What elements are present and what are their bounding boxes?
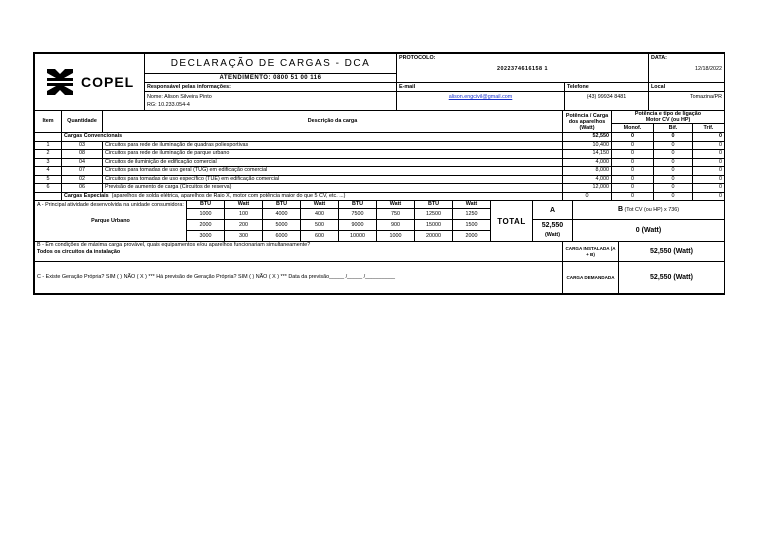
watt-value: 1250 [453, 209, 491, 220]
conventional-total: 52,550 [563, 133, 612, 142]
protocol-cell [397, 54, 649, 83]
row-trif: 0 [693, 175, 725, 184]
row-trif: 0 [693, 141, 725, 150]
installed-load-label: CARGA INSTALADA (A + B) [563, 242, 619, 262]
watt-header: Watt [453, 201, 491, 209]
row-item: 1 [35, 141, 62, 150]
watt-value: 400 [301, 209, 339, 220]
row-bif: 0 [654, 150, 693, 159]
generation-question: C - Existe Geração Própria? SIM ( ) NÃO ( X ) *** Há previsão de Geração Própria? SIM ( ) NÃO ( X ) *** Data da previsão_____ /_____ /__________ [35, 262, 563, 294]
demanded-load-value: 52,550 (Watt) [619, 262, 725, 294]
protocol-value: 2022374616158 1 [497, 66, 548, 72]
demanded-load-label: CARGA DEMANDADA [563, 262, 619, 294]
watt-value: 900 [377, 220, 415, 231]
watt-value: 200 [225, 220, 263, 231]
responsible-label: Responsável pelas informações: [145, 83, 397, 92]
row-quantity: 08 [62, 150, 103, 159]
b-formula: (Tot CV (ou HP) x 736) [624, 207, 680, 213]
row-item: 4 [35, 167, 62, 176]
b-cell [573, 201, 725, 220]
responsible-name: Nome: Alison Silveira Pinto [147, 94, 212, 100]
responsible-cell [145, 92, 397, 111]
row-trif: 0 [693, 184, 725, 193]
row-description: Circuitos para tomadas de uso geral (TUG) em edificação comercial [103, 167, 563, 176]
row-power: 8,000 [563, 167, 612, 176]
row-monof: 0 [612, 184, 654, 193]
row-power: 4,000 [563, 158, 612, 167]
btu-value: 12500 [415, 209, 453, 220]
a-value-cell [533, 220, 573, 242]
btu-value: 1000 [187, 209, 225, 220]
row-item: 2 [35, 150, 62, 159]
row-trif: 0 [693, 158, 725, 167]
btu-value: 15000 [415, 220, 453, 231]
btu-value: 5000 [263, 220, 301, 231]
local-value: Tomazina/PR [649, 92, 725, 111]
row-quantity: 02 [62, 175, 103, 184]
watt-value: 500 [301, 220, 339, 231]
section-b-c [34, 241, 725, 294]
row-power: 4,000 [563, 175, 612, 184]
col-description: Descrição da carga [103, 111, 563, 133]
col-item: Item [35, 111, 62, 133]
row-bif: 0 [654, 175, 693, 184]
phone-value: (43) 99934 8481 [565, 92, 649, 111]
activity-cell [35, 201, 187, 242]
row-bif: 0 [654, 141, 693, 150]
email-link[interactable]: alison.engcivil@gmail.com [448, 94, 513, 100]
row-bif: 0 [654, 167, 693, 176]
b-value: 0 (Watt) [573, 220, 725, 242]
row-power: 12,000 [563, 184, 612, 193]
col-motor-label: Motor CV (ou HP) [645, 117, 691, 123]
btu-value: 9000 [339, 220, 377, 231]
simultaneous-answer: Todos os circuitos da instalação [37, 249, 121, 255]
table-row [35, 158, 725, 167]
row-description: Circuitos para rede de iluminação de quadras poliesportivas [103, 141, 563, 150]
installed-load-value: 52,550 (Watt) [619, 242, 725, 262]
conventional-bif: 0 [654, 133, 693, 142]
watt-value: 750 [377, 209, 415, 220]
row-description: Circuitos para tomadas de uso específico (TUE) em edificação comercial [103, 175, 563, 184]
watt-header: Watt [225, 201, 263, 209]
row-item: 3 [35, 158, 62, 167]
form-title: DECLARAÇÃO DE CARGAS - DCA [145, 54, 397, 74]
total-label: TOTAL [491, 201, 533, 242]
special-bif: 0 [654, 192, 693, 201]
col-power: Potência / Carga dos aparelhos (Watt) [563, 111, 612, 133]
btu-header: BTU [415, 201, 453, 209]
btu-value: 6000 [263, 231, 301, 242]
date-value: 12/18/2022 [695, 66, 723, 72]
phone-label: Telefone [565, 83, 649, 92]
row-monof: 0 [612, 158, 654, 167]
load-declaration-form [33, 52, 725, 295]
row-item: 6 [35, 184, 62, 193]
row-description: Circuitos de iluminição de edificação comercial [103, 158, 563, 167]
btu-value: 2000 [187, 220, 225, 231]
watt-value: 1000 [377, 231, 415, 242]
company-name: COPEL [81, 73, 135, 90]
special-label: Cargas Especiais [64, 192, 109, 199]
btu-header: BTU [263, 201, 301, 209]
row-description: Previsão de aumento de carga (Circuitos de reserva) [103, 184, 563, 193]
b-label: B [617, 206, 624, 213]
col-bif: Bif. [654, 124, 693, 133]
table-row [35, 184, 725, 193]
special-monof: 0 [612, 192, 654, 201]
a-value: 52,550 [541, 222, 564, 229]
row-quantity: 03 [62, 141, 103, 150]
table-row [35, 150, 725, 159]
watt-value: 1500 [453, 220, 491, 231]
watt-value: 100 [225, 209, 263, 220]
row-power: 10,400 [563, 141, 612, 150]
btu-value: 7500 [339, 209, 377, 220]
activity-question: A - Principal atividade desenvolvida na unidade consumidora: [37, 202, 184, 208]
table-row [35, 175, 725, 184]
service-phone: ATENDIMENTO: 0800 51 00 116 [145, 74, 397, 83]
simultaneous-cell [35, 242, 563, 262]
simultaneous-question: B - Em condições de máxima carga provável, quais equipamentos e/ou aparelhos funcionariam simultaneamente? [37, 242, 311, 248]
watt-value: 600 [301, 231, 339, 242]
conventional-label: Cargas Convencionais [62, 133, 563, 142]
row-monof: 0 [612, 175, 654, 184]
load-table [34, 110, 725, 201]
special-description: (aparelhos de solda elétrica, aparelhos de Raio X, motor com potência maior do que 5 CV, etc. ...) [111, 192, 346, 199]
row-item: 5 [35, 175, 62, 184]
table-row [35, 167, 725, 176]
btu-value: 20000 [415, 231, 453, 242]
row-trif: 0 [693, 150, 725, 159]
row-quantity: 06 [62, 184, 103, 193]
row-monof: 0 [612, 167, 654, 176]
conventional-monof: 0 [612, 133, 654, 142]
a-unit: (Watt) [544, 232, 561, 238]
col-connection [612, 111, 725, 124]
watt-value: 2000 [453, 231, 491, 242]
col-quantity: Quantidade [62, 111, 103, 133]
responsible-rg: RG: 10.233.054-4 [147, 102, 190, 108]
row-monof: 0 [612, 141, 654, 150]
col-monof: Monof. [612, 124, 654, 133]
activity-answer: Parque Urbano [91, 218, 130, 224]
row-description: Circuitos para rede de iluminação de parque urbano [103, 150, 563, 159]
row-power: 14,150 [563, 150, 612, 159]
copel-logo-icon [47, 69, 73, 95]
form-header [34, 53, 725, 111]
btu-header: BTU [339, 201, 377, 209]
section-a [34, 200, 725, 242]
row-quantity: 07 [62, 167, 103, 176]
watt-value: 300 [225, 231, 263, 242]
row-bif: 0 [654, 184, 693, 193]
btu-header: BTU [187, 201, 225, 209]
watt-header: Watt [301, 201, 339, 209]
special-trif: 0 [693, 192, 725, 201]
date-label: DATA: [651, 55, 667, 61]
btu-value: 3000 [187, 231, 225, 242]
col-connection-label: Potência e tipo de ligação [634, 111, 702, 117]
conventional-trif: 0 [693, 133, 725, 142]
a-label: A [533, 201, 573, 220]
special-power: 0 [563, 192, 612, 201]
watt-header: Watt [377, 201, 415, 209]
btu-value: 10000 [339, 231, 377, 242]
row-monof: 0 [612, 150, 654, 159]
col-trif: Trif. [693, 124, 725, 133]
logo-cell [35, 54, 145, 111]
protocol-label: PROTOCOLO: [399, 55, 436, 61]
local-label: Local [649, 83, 725, 92]
row-quantity: 04 [62, 158, 103, 167]
table-row [35, 141, 725, 150]
email-label: E-mail [397, 83, 565, 92]
date-cell [649, 54, 725, 83]
btu-value: 4000 [263, 209, 301, 220]
row-trif: 0 [693, 167, 725, 176]
row-bif: 0 [654, 158, 693, 167]
